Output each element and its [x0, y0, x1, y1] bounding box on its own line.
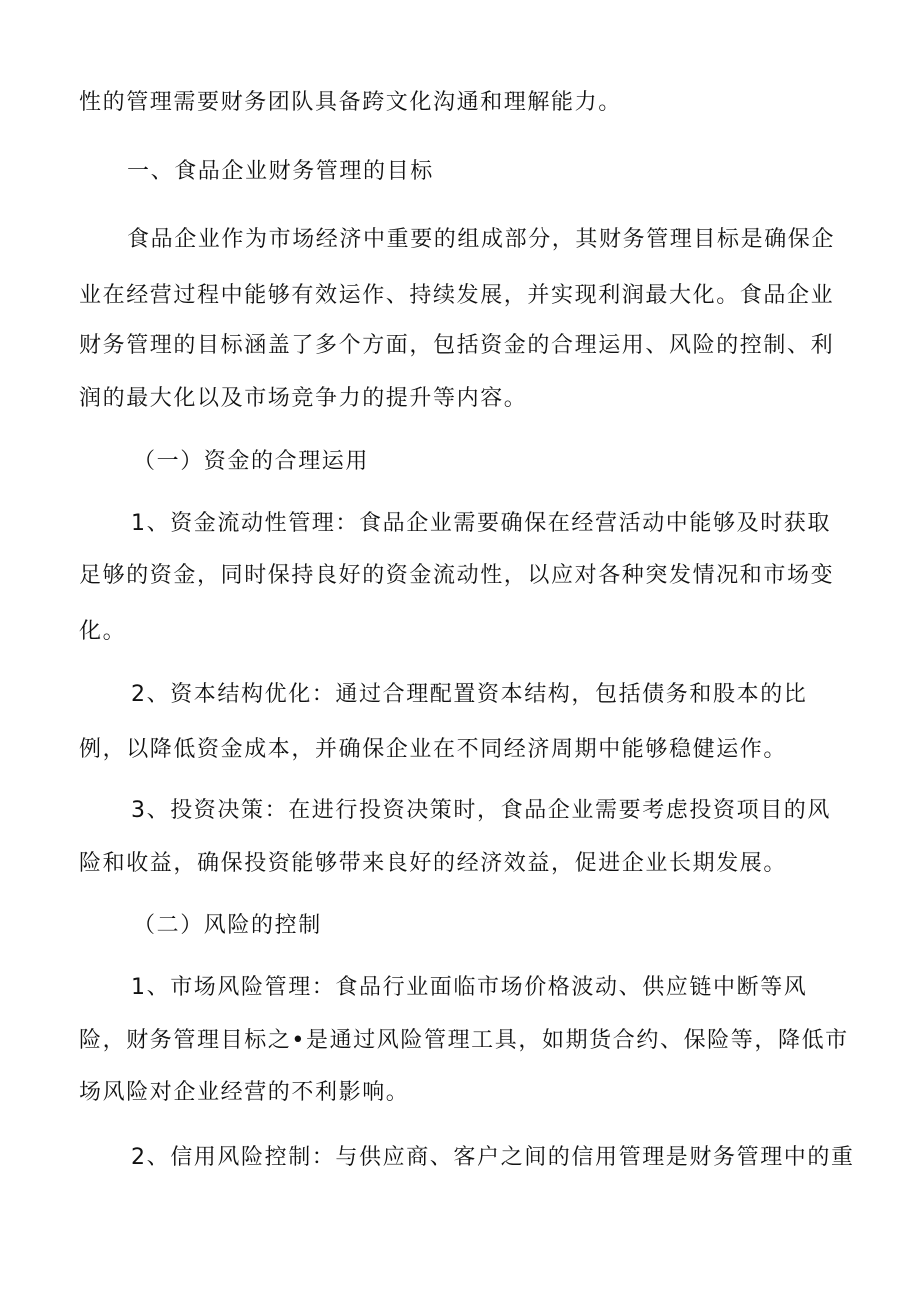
list-item-line: 例，以降低资金成本，并确保企业在不同经济周期中能够稳健运作。	[79, 737, 788, 762]
paragraph-line: 财务管理的目标涵盖了多个方面，包括资金的合理运用、风险的控制、利	[79, 333, 835, 358]
subsection-heading: （一）资金的合理运用	[133, 449, 370, 474]
list-item-line: 险和收益，确保投资能够带来良好的经济效益，促进企业长期发展。	[79, 851, 788, 876]
list-item-line: 化。	[79, 619, 127, 644]
paragraph-line: 业在经营过程中能够有效运作、持续发展，并实现利润最大化。食品企业	[79, 283, 835, 308]
paragraph-line: 食品企业作为市场经济中重要的组成部分，其财务管理目标是确保企	[127, 227, 836, 252]
list-item-line: 足够的资金，同时保持良好的资金流动性，以应对各种突发情况和市场变	[79, 563, 835, 588]
list-item-line: 2、信用风险控制：与供应商、客户之间的信用管理是财务管理中的重	[131, 1145, 855, 1170]
list-item-line: 场风险对企业经营的不利影响。	[79, 1080, 410, 1105]
list-item-line: 1、市场风险管理：食品行业面临市场价格波动、供应链中断等风	[131, 975, 808, 1000]
section-heading: 一、食品企业财务管理的目标	[127, 159, 434, 184]
subsection-heading: （二）风险的控制	[133, 913, 322, 938]
list-item-line: 2、资本结构优化：通过合理配置资本结构，包括债务和股本的比	[131, 682, 808, 707]
list-item-line: 险，财务管理目标之•是通过风险管理工具，如期货合约、保险等，降低市	[79, 1028, 849, 1053]
paragraph-line: 润的最大化以及市场竞争力的提升等内容。	[79, 386, 528, 411]
list-item-line: 1、资金流动性管理：食品企业需要确保在经营活动中能够及时获取	[131, 511, 831, 536]
list-item-line: 3、投资决策：在进行投资决策时，食品企业需要考虑投资项目的风	[131, 798, 831, 823]
paragraph-line: 性的管理需要财务团队具备跨文化沟通和理解能力。	[79, 90, 622, 115]
